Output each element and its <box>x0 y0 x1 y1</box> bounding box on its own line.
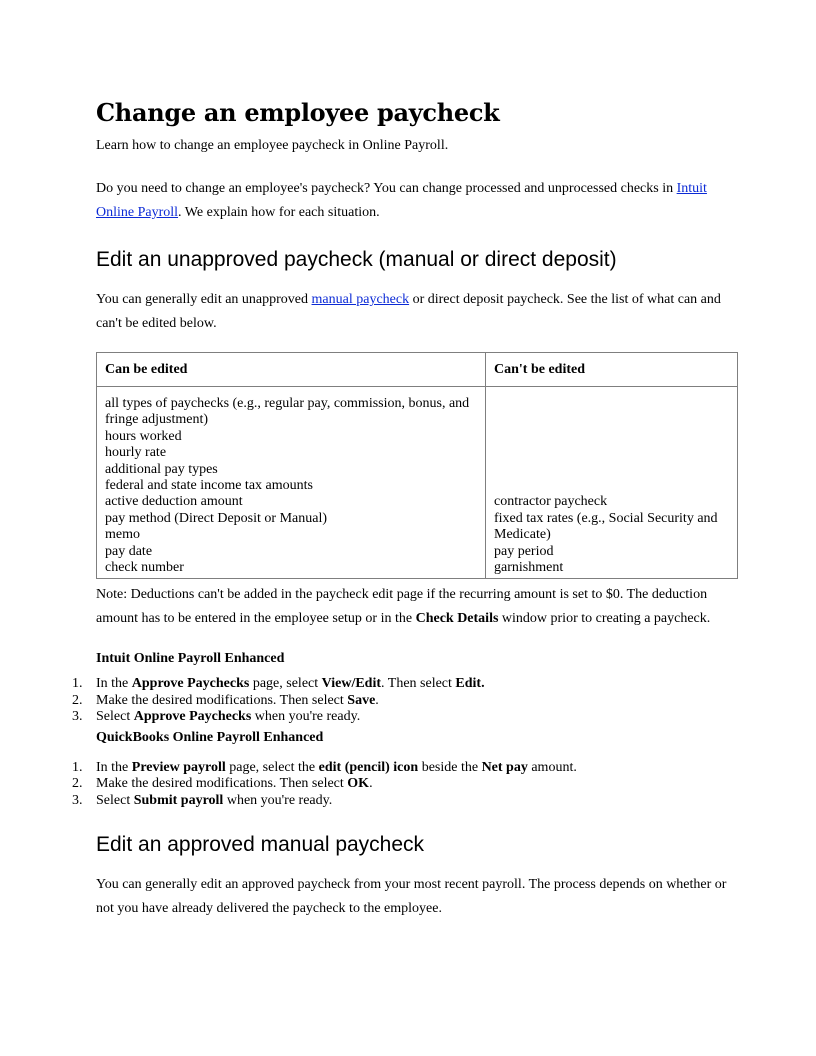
step-text: . <box>375 692 379 708</box>
note-bold-text: Check Details <box>415 611 499 627</box>
step-number: 3. <box>72 709 83 725</box>
can-edit-item: active deduction amount <box>105 494 243 510</box>
list-item <box>72 776 738 792</box>
can-edit-item: memo <box>105 527 140 543</box>
can-edit-item: federal and state income tax amounts <box>105 478 313 494</box>
step-bold: Edit. <box>455 676 485 692</box>
table-header-row <box>97 353 738 387</box>
can-edit-item: all types of paychecks (e.g., regular pay, commission, bonus, and fringe adjustment) <box>105 396 470 428</box>
page-title: Change an employee paycheck <box>96 98 500 127</box>
note-text-before: Note: Deductions can't be added in the paycheck edit page if the recurring amount is set to $0. The deduction amount has to be entered in the employee setup or in the <box>96 587 708 627</box>
can-edit-item: hours worked <box>105 428 182 444</box>
step-text: when you're ready. <box>223 792 333 808</box>
step-bold: Save <box>347 692 376 708</box>
unapproved-paragraph <box>96 288 738 336</box>
cant-edit-item: pay period <box>494 543 554 559</box>
table-row <box>97 387 738 579</box>
cant-edit-item: fixed tax rates (e.g., Social Security and Medicate) <box>494 510 718 543</box>
cant-edit-cell <box>486 387 738 579</box>
step-bold: Approve Paychecks <box>133 709 252 725</box>
subheading-qbo-enhanced: QuickBooks Online Payroll Enhanced <box>96 729 324 745</box>
step-number: 3. <box>72 792 83 808</box>
step-text: Make the desired modifications. Then select <box>96 776 348 792</box>
step-number: 1. <box>72 759 83 775</box>
step-text: page, select the <box>225 759 319 775</box>
cant-edit-item: contractor paycheck <box>494 494 608 510</box>
intuit-online-payroll-link[interactable]: Intuit Online Payroll <box>96 181 707 220</box>
note-text-after: window prior to creating a paycheck. <box>498 611 711 627</box>
document-page <box>72 96 738 921</box>
step-bold: Preview payroll <box>131 759 226 775</box>
can-edit-item: pay method (Direct Deposit or Manual) <box>105 510 327 526</box>
step-text: page, select <box>249 676 322 692</box>
step-text: amount. <box>527 759 577 775</box>
manual-paycheck-link[interactable]: manual paycheck <box>311 292 410 307</box>
editable-fields-table <box>96 352 738 579</box>
lead-paragraph: Learn how to change an employee paycheck in Online Payroll. <box>96 138 449 153</box>
section-heading-unapproved: Edit an unapproved paycheck (manual or direct deposit) <box>96 248 617 271</box>
step-number: 2. <box>72 776 83 792</box>
subheading-iop-enhanced: Intuit Online Payroll Enhanced <box>96 651 285 667</box>
can-edit-item: check number <box>105 560 184 576</box>
iop-steps-list <box>72 676 738 725</box>
intro-text-before: Do you need to change an employee's paycheck? You can change processed and unprocessed checks in <box>96 181 677 196</box>
step-text: beside the <box>418 759 482 775</box>
step-bold: Approve Paychecks <box>131 676 250 692</box>
step-text: when you're ready. <box>251 709 361 725</box>
list-item <box>72 792 738 809</box>
section-heading-approved: Edit an approved manual paycheck <box>96 832 425 856</box>
list-item <box>72 759 738 776</box>
step-text: In the <box>96 759 132 775</box>
cant-edit-item: garnishment <box>494 560 564 576</box>
can-edit-item: additional pay types <box>105 461 218 477</box>
header-cant-be-edited: Can't be edited <box>486 353 738 387</box>
step-text: . Then select <box>381 676 456 692</box>
step-text: Select <box>96 709 134 725</box>
step-number: 2. <box>72 692 83 708</box>
list-item <box>72 709 738 725</box>
can-edit-cell <box>97 387 486 579</box>
can-edit-item: pay date <box>105 543 153 559</box>
step-bold: Net pay <box>481 759 528 775</box>
list-item <box>72 692 738 709</box>
step-text: In the <box>96 676 132 692</box>
header-can-be-edited: Can be edited <box>97 353 486 387</box>
step-bold: edit (pencil) icon <box>318 759 419 775</box>
step-text: Make the desired modifications. Then select <box>96 692 348 708</box>
step-bold: Submit payroll <box>133 792 224 808</box>
qbo-steps-list <box>72 759 738 809</box>
step-number: 1. <box>72 676 83 692</box>
list-item <box>72 676 738 692</box>
unapproved-text-before: You can generally edit an unapproved <box>96 292 312 307</box>
intro-text-after: . We explain how for each situation. <box>178 205 380 220</box>
approved-paragraph: You can generally edit an approved paycheck from your most recent payroll. The process depends on whether or not you have already delivered the paycheck to the employee. <box>96 876 727 916</box>
intro-paragraph <box>96 177 738 225</box>
step-text: . <box>369 776 373 792</box>
unapproved-text-after: or direct deposit paycheck. See the list of what can and can't be edited below. <box>96 292 721 331</box>
can-edit-item: hourly rate <box>105 445 167 461</box>
step-bold: View/Edit <box>321 676 382 692</box>
step-text: Select <box>96 792 134 808</box>
step-bold: OK <box>347 776 370 792</box>
deduction-note <box>96 583 738 631</box>
